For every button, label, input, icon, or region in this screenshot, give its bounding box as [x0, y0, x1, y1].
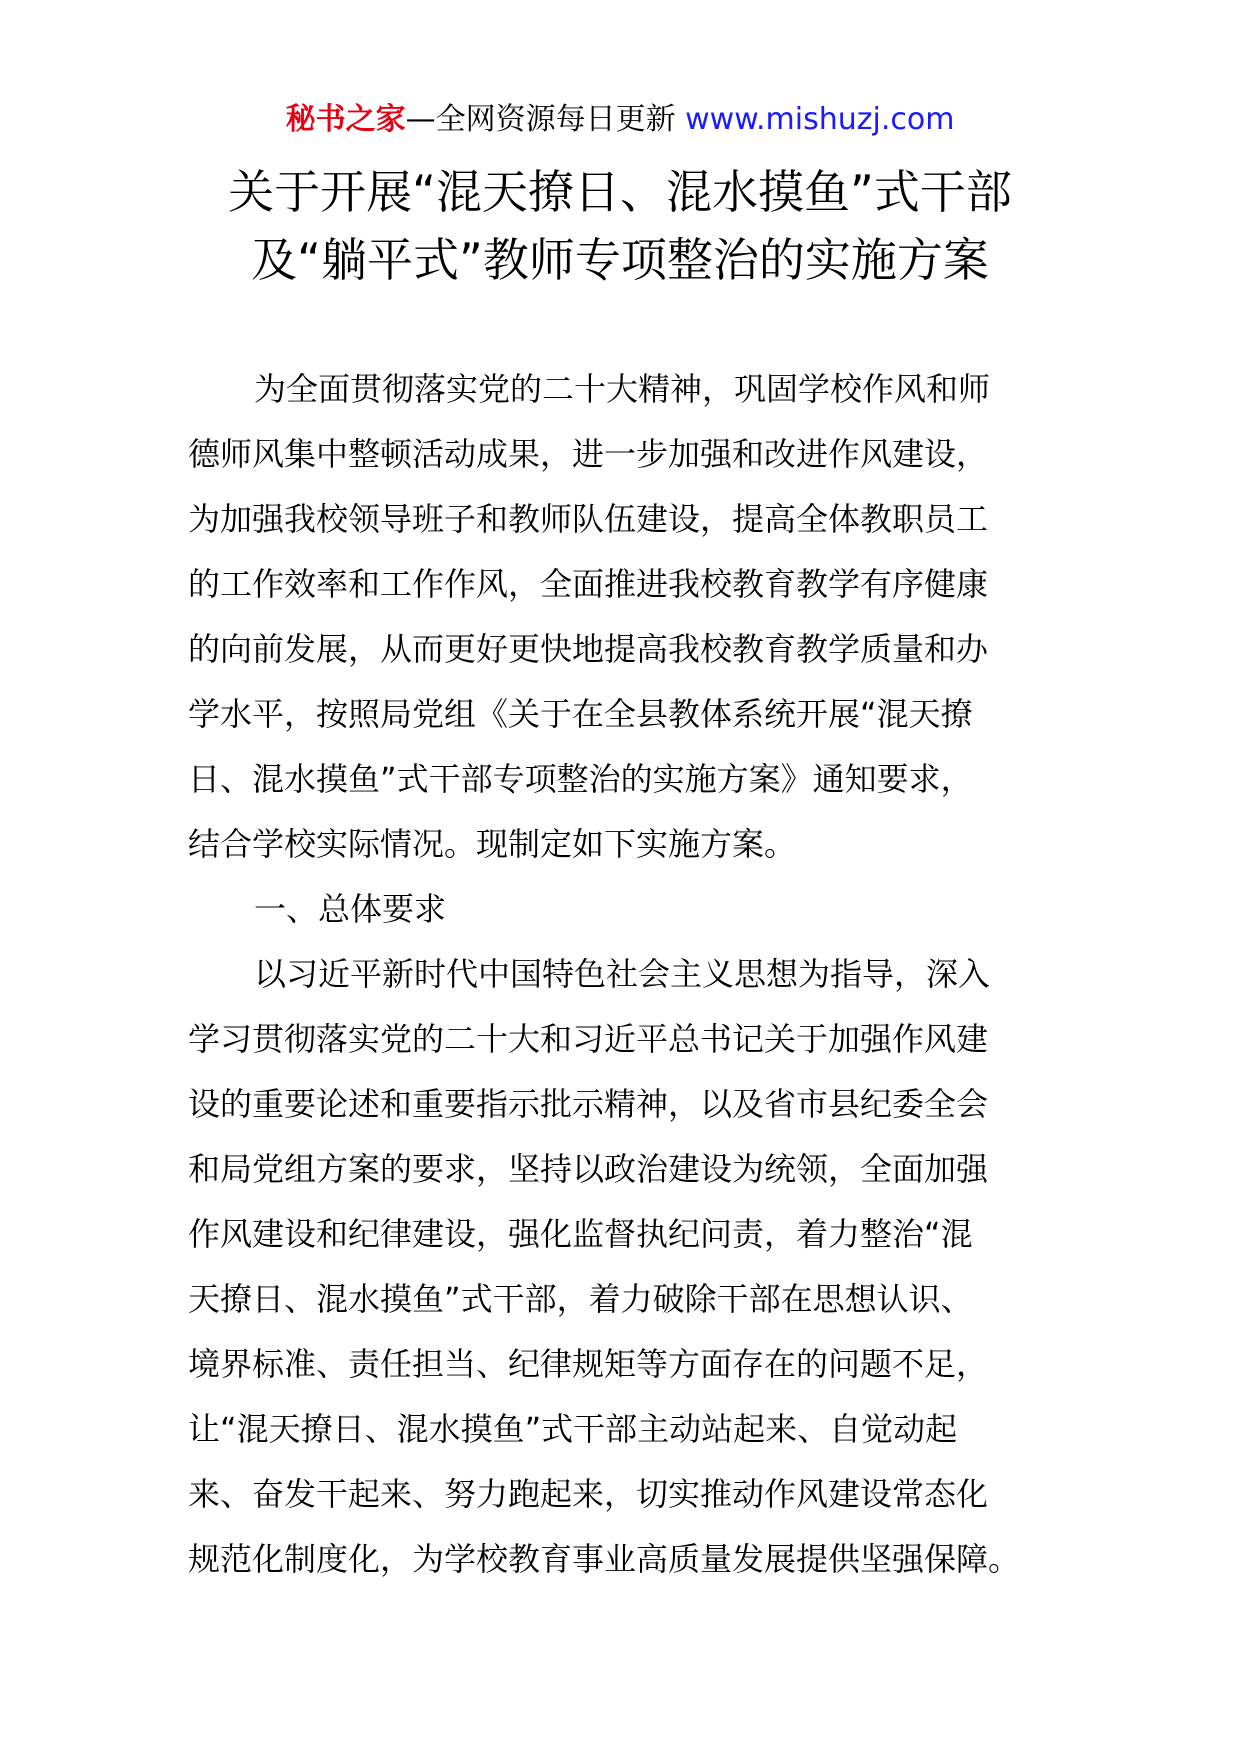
- body-line: 结合学校实际情况。现制定如下实施方案。: [188, 825, 797, 863]
- brand-name: 秘书之家: [285, 102, 406, 137]
- body-line: 以习近平新时代中国特色社会主义思想为指导，深入: [254, 955, 991, 993]
- body-line: 来、奋发干起来、努力跑起来，切实推动作风建设常态化: [188, 1475, 989, 1513]
- body-line: 的工作效率和工作作风，全面推进我校教育教学有序健康: [188, 565, 989, 603]
- body-line: 作风建设和纪律建设，强化监督执纪问责，着力整治“混: [188, 1215, 973, 1253]
- site-url-link[interactable]: www.mishuzj.com: [685, 102, 955, 137]
- body-line: 境界标准、责任担当、纪律规矩等方面存在的问题不足，: [188, 1345, 989, 1383]
- document-title: [0, 158, 1240, 294]
- body-line: 的向前发展，从而更好更快地提高我校教育教学质量和办: [188, 630, 989, 668]
- body-line: 和局党组方案的要求，坚持以政治建设为统领，全面加强: [188, 1150, 989, 1188]
- body-line: 为加强我校领导班子和教师队伍建设，提高全体教职员工: [188, 500, 989, 538]
- body-line: 规范化制度化，为学校教育事业高质量发展提供坚强保障。: [188, 1540, 1021, 1578]
- document-body: [188, 357, 1048, 1592]
- banner-slogan: —全网资源每日更新: [405, 102, 676, 137]
- body-line: 让“混天撩日、混水摸鱼”式干部主动站起来、自觉动起: [188, 1410, 958, 1448]
- body-line: 学水平，按照局党组《关于在全县教体系统开展“混天撩: [188, 695, 973, 733]
- title-line-1: 关于开展“混天撩日、混水摸鱼”式干部: [228, 165, 1012, 219]
- body-line: 为全面贯彻落实党的二十大精神，巩固学校作风和师: [254, 370, 991, 408]
- site-banner: [0, 100, 1240, 140]
- body-line: 德师风集中整顿活动成果，进一步加强和改进作风建设，: [188, 435, 989, 473]
- body-line: 日、混水摸鱼”式干部专项整治的实施方案》通知要求，: [188, 760, 973, 798]
- body-line: 天撩日、混水摸鱼”式干部，着力破除干部在思想认识、: [188, 1280, 973, 1318]
- title-line-2: 及“躺平式”教师专项整治的实施方案: [251, 233, 989, 287]
- body-line: 设的重要论述和重要指示批示精神，以及省市县纪委全会: [188, 1085, 989, 1123]
- section-heading: 一、总体要求: [254, 890, 447, 928]
- body-line: 学习贯彻落实党的二十大和习近平总书记关于加强作风建: [188, 1020, 989, 1058]
